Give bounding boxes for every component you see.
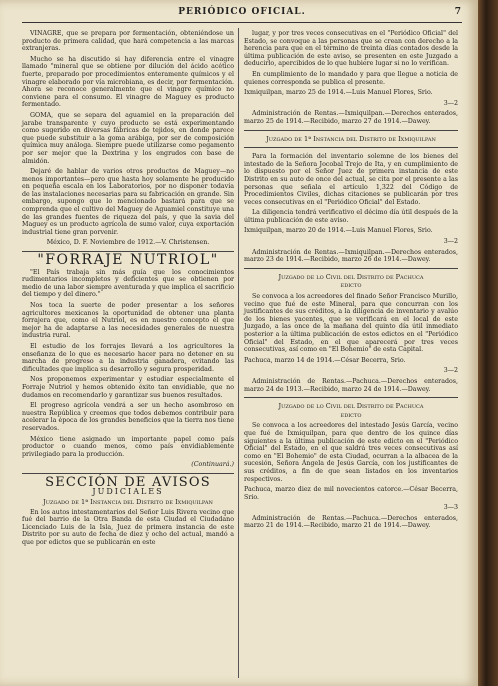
court-heading: Juzgado de 1ª Instancia del Distrito de Ixmiquilpan [43,498,213,507]
signature-line: Pachuca, marzo diez de mil novecientos catorce.—César Becerra, Srio. [244,486,458,501]
column-rule [238,28,239,678]
divider [244,130,458,131]
page-number: 7 [454,7,462,17]
paragraph: Se convoca a los acreedores del finado Señor Francisco Murillo, vecino que fué de este Mineral, para que concurran con los justificantes de sus créditos, a la diligencia de inventario y avalúo de los bienes yacentes, que se verificará en el local de este Juzgado, a las once de la mañana del quinto día útil inmediato posterior a la última publicación de estos edictos en el "Periódico Oficial" del Estado, en el que aparecerá por tres veces consecutivas, así como en "El Bohemio" de esta Capital. [244,293,458,354]
paragraph: El progreso agrícola vendrá a ser un hecho asombroso en nuestra República y creemos que todos debemos contribuir para acelerar la época de los grandes beneficios que la tierra nos tiene reservados. [22,402,234,432]
paragraph: México tiene asignado un importante papel como país productor o cuando menos, como país envidiablemente privilegiado para la producción. [22,435,234,458]
paragraph: Nos proponemos experimentar y estudiar especialmente el Forraje Nutriol y hemos obtenido éxito tan envidiable, que no dudamos en recomendarlo y garantizar sus buenos resultados. [22,376,234,399]
signature-line: México, D. F. Noviembre de 1912.—V. Christensen. [46,239,210,247]
insertion-number: 3—3 [443,504,458,512]
paragraph: Administración de Rentas.—Pachuca.—Derechos enterados, marzo 21 de 1914.—Recibido, marzo 21 de 1914.—Dawey. [244,514,458,530]
divider [22,473,234,474]
paragraph: Administración de Rentas.—Ixmiquilpan.—Derechos enterados, marzo 23 de 1914.—Recibido, marzo 26 de 1914.—Dawey. [244,248,458,264]
signature-line: Ixmiquilpan, marzo 20 de 1914.—Luis Manuel Flores, Srio. [244,227,433,235]
paragraph: Nos toca la suerte de poder presentar a los señores agricultores mexicanos la oportunidad de obtener una planta forrajera que, como el Nutriol, es en nuestro concepto el que mejor ha de adaptarse a las necesidades generales de nuestra industria rural. [22,302,234,340]
insertion-number: 3—2 [443,238,458,246]
edict-label: EDICTO [340,412,362,419]
paragraph: GOMA, que se separa del aguamiel en la preparación del jarabe transparente y cuyo producto se está experimentando como sugerido en diversas fábricas de tejidos, en donde parece que puede substituir a la goma arábiga, por ser de composición química muy análoga. Siempre puede utilizarse como pegamento por ser mejor que la Dextrina y los engrudos con base de almidón. [22,111,234,165]
paragraph: Se convoca a los acreedores del intestado Jesús García, vecino que fué de Ixmiquilpan, para que dentro de los quince días siguientes a la última publicación de este edicto en el "Periódico Oficial" del Estado, en el que saldrá tres veces consecutivas así como en "El Bohemio" de esta Ciudad, ocurran a la albacea de la sucesión, Señora Ángela de Jesús García, con los justificantes de sus créditos, a fin de que sean listados en los inventarios respectivos. [244,422,458,483]
paragraph: En cumplimiento de lo mandado y para que llegue a noticia de quienes corresponda se publica el presente. [244,70,458,86]
paragraph: Administración de Rentas.—Pachuca.—Derechos enterados, marzo 24 de 1913.—Recibido, marzo 24 de 1914.—Dawey. [244,377,458,393]
court-heading: Juzgado de 1ª Instancia del Distrito de Ixmiquilpan [266,134,436,143]
paragraph: VINAGRE, que se prepara por fermentación, obteniéndose un producto de primera calidad, que hará competencia a las marcas extranjeras. [22,30,234,53]
paragraph: Administración de Rentas.—Ixmiquilpan.—Derechos enterados, marzo 25 de 1914.—Recibido, marzo 27 de 1914.—Dawey. [244,110,458,125]
paragraph: La diligencia tendrá verificativo el décimo día útil después de la última publicación de este aviso. [244,209,458,224]
signature-line: Ixmiquilpan, marzo 25 de 1914.—Luis Manuel Flores, Srio. [244,89,433,97]
column-left [22,30,234,678]
page-header [22,4,462,23]
court-heading: Juzgado de lo Civil del Distrito de Pachuca [278,402,424,411]
column-right [244,30,458,678]
paragraph: El estudio de los forrajes llevará a los agricultores la enseñanza de lo que es necesario hacer para no detener en su marcha de progreso a la industria ganadera, evitando las dificultades que implica su desarrollo y segura prosperidad. [22,342,234,373]
signature-line: Pachuca, marzo 14 de 1914.—César Becerra, Srio. [244,356,406,364]
divider [244,268,458,269]
paragraph: Dejaré de hablar de varios otros productos de Maguey—no menos importantes—pero que hasta hoy solamente he producido en pequeña escala en los Laboratorios, por no disponer todavía de las instalaciones necesarias para su fabricación en grande. Sin embargo, supongo que lo mencionado bastará para que se comprenda que el cultivo del Maguey de Aguamiel constituye una de las grandes fuentes de riqueza del país, y que la savia del Maguey es un producto agrícola de sumo valor, cuya exportación industrial tiene gran porvenir. [22,168,234,236]
book-spine [478,0,498,686]
divider [244,397,458,398]
paragraph: Mucho se ha discutido si hay diferencia entre el vinagre llamado "mineral que se obtiene por dilución del ácido acético fuerte, preparado por procedimientos enteramente químicos y el vinagre elaborado por vía microbiana, es decir, por fermentación. Ahora se reconoce generalmente que el vinagre químico no conviene para el consumo. El vinagre de Maguey es producto fermentado. [22,55,234,109]
divider [244,147,458,148]
court-heading: Juzgado de lo Civil del Distrito de Pachuca [278,272,424,281]
article-title: "FORRAJE NUTRIOL" [37,252,219,269]
insertion-number: 3—2 [443,367,458,375]
insertion-number: 3—2 [443,99,458,107]
paragraph: "El País trabaja sin más guía que los conocimientos rudimentarios incompletos y deficientes que se obtienen por medio de una labor siempre aventurada y que implica el sacrificio del tiempo y del dinero." [22,268,234,299]
section-title: SECCIÓN DE AVISOS [45,474,211,490]
paragraph: Para la formación del inventario solemne de los bienes del intestado de la Señora Jocobal Trejo de Ita, y en cumplimiento de lo dispuesto por el Señor Juez de primera instancia de este Distrito en su auto de once del actual, se cita por el presente a las personas que señala el artículo 1,322 del Código de Procedimientos Civiles, dichas citaciones se publicarán por tres veces consecutivas en el "Periódico Oficial" del Estado. [244,153,458,206]
edict-label: EDICTO [340,283,362,290]
section-subtitle: JUDICIALES [92,487,164,497]
continued-note: (Continuará.) [191,461,234,469]
paragraph: En los autos intestamentarios del Señor Luis Rivera vecino que fué del barrio de la Otra Banda de esta Ciudad el Ciudadano Licenciado Luis de la Isla, Juez de primera instancia de este Distrito por su auto de fecha de diez y ocho del actual, mandó a que por edictos que se publicarán en este [22,508,234,547]
paragraph: lugar, y por tres veces consecutivas en el "Periódico Oficial" del Estado, se convoque a las personas que se crean con derecho a la herencia para que en el término de treinta días contados desde la última publicación de este aviso, se presenten en este Juzgado a deducirlo, apercibidos de lo que hubiere lugar si no lo verifican. [244,30,458,68]
page-title: PERIÓDICO OFICIAL. [178,7,306,17]
